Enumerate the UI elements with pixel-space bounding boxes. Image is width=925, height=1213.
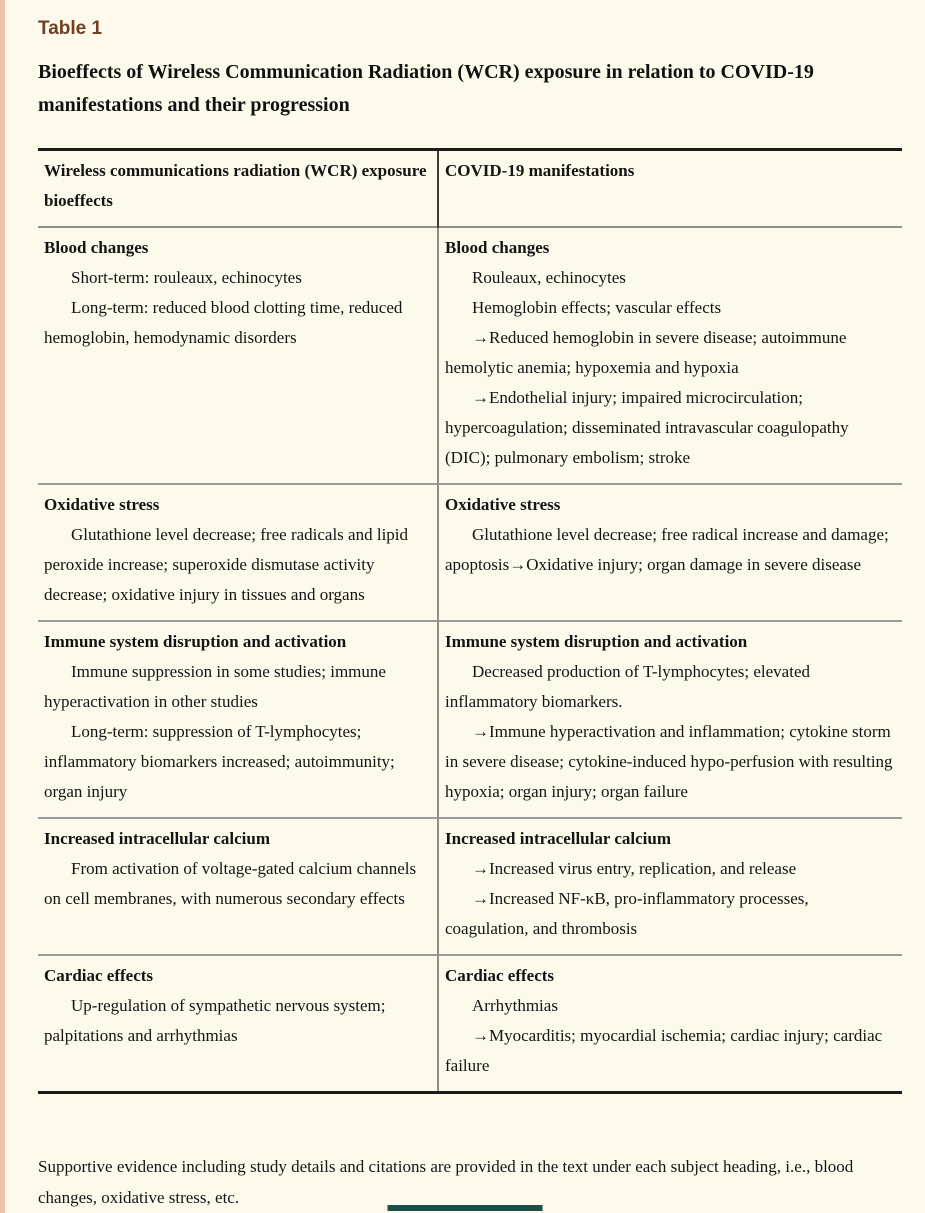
cell-paragraph: From activation of voltage-gated calcium channels on cell membranes, with numerous secondary effects xyxy=(44,859,417,908)
table-header xyxy=(38,150,902,228)
cell-heading: Immune system disruption and activation xyxy=(445,632,748,651)
covid-cell xyxy=(438,621,902,818)
cell-paragraph: Hemoglobin effects; vascular effects xyxy=(472,298,722,317)
table-row xyxy=(38,227,902,484)
cell-paragraph: Short-term: rouleaux, echinocytes xyxy=(71,268,302,287)
covid-cell xyxy=(438,955,902,1093)
cell-heading: Blood changes xyxy=(445,238,550,257)
header-row xyxy=(38,150,902,228)
cell-paragraph: Up-regulation of sympathetic nervous system; palpitations and arrhythmias xyxy=(44,996,386,1045)
table-row xyxy=(38,818,902,955)
wcr-cell xyxy=(38,955,438,1093)
wcr-covid-table xyxy=(38,148,902,1094)
cell-paragraph: Rouleaux, echinocytes xyxy=(472,268,626,287)
wcr-cell xyxy=(38,818,438,955)
col-header-wcr-bioeffects: Wireless communications radiation (WCR) exposure bioeffects xyxy=(38,150,438,228)
cell-paragraph: →Increased NF-κB, pro-inflammatory processes, coagulation, and thrombosis xyxy=(445,889,809,938)
cell-paragraph: Long-term: suppression of T-lymphocytes; inflammatory biomarkers increased; autoimmunity; organ injury xyxy=(44,722,395,801)
cell-paragraph: Glutathione level decrease; free radicals and lipid peroxide increase; superoxide dismutase activity decrease; oxidative injury in tissues and organs xyxy=(44,525,409,604)
cell-paragraph: Arrhythmias xyxy=(472,996,558,1015)
table-label: Table 1 xyxy=(38,18,103,39)
cell-heading: Cardiac effects xyxy=(44,966,154,985)
cell-heading: Increased intracellular calcium xyxy=(44,829,271,848)
cell-heading: Cardiac effects xyxy=(445,966,555,985)
bottom-accent-bar xyxy=(388,1205,543,1211)
cell-paragraph: Decreased production of T-lymphocytes; elevated inflammatory biomarkers. xyxy=(445,662,810,711)
table-row xyxy=(38,484,902,621)
cell-paragraph: Long-term: reduced blood clotting time, reduced hemoglobin, hemodynamic disorders xyxy=(44,298,403,347)
table-row xyxy=(38,955,902,1093)
cell-paragraph: →Reduced hemoglobin in severe disease; autoimmune hemolytic anemia; hypoxemia and hypoxia xyxy=(445,328,847,377)
table-body xyxy=(38,227,902,1093)
cell-paragraph: →Increased virus entry, replication, and release xyxy=(472,859,797,878)
cell-heading: Increased intracellular calcium xyxy=(445,829,672,848)
wcr-cell xyxy=(38,621,438,818)
covid-cell xyxy=(438,818,902,955)
covid-cell xyxy=(438,484,902,621)
cell-paragraph: →Myocarditis; myocardial ischemia; cardiac injury; cardiac failure xyxy=(445,1026,883,1075)
cell-paragraph: Immune suppression in some studies; immune hyperactivation in other studies xyxy=(44,662,386,711)
cell-paragraph: →Endothelial injury; impaired microcirculation; hypercoagulation; disseminated intravascular coagulopathy (DIC); pulmonary embolism; stroke xyxy=(445,388,849,467)
cell-paragraph: Glutathione level decrease; free radical increase and damage; apoptosis→Oxidative injury; organ damage in severe disease xyxy=(445,525,889,574)
cell-heading: Immune system disruption and activation xyxy=(44,632,347,651)
table-title: Bioeffects of Wireless Communication Radiation (WCR) exposure in relation to COVID-19 manifestations and their progression xyxy=(38,61,814,116)
wcr-cell xyxy=(38,484,438,621)
covid-cell xyxy=(438,227,902,484)
cell-heading: Oxidative stress xyxy=(445,495,561,514)
footnote: Supportive evidence including study details and citations are provided in the text under each subject heading, i.e., blood changes, oxidative stress, etc. xyxy=(38,1157,854,1207)
table-row xyxy=(38,621,902,818)
cell-heading: Oxidative stress xyxy=(44,495,160,514)
cell-paragraph: →Immune hyperactivation and inflammation; cytokine storm in severe disease; cytokine-induced hypo-perfusion with resulting hypoxia; organ injury; organ failure xyxy=(445,722,893,801)
wcr-cell xyxy=(38,227,438,484)
cell-heading: Blood changes xyxy=(44,238,149,257)
col-header-covid-manifestations: COVID-19 manifestations xyxy=(445,161,635,180)
